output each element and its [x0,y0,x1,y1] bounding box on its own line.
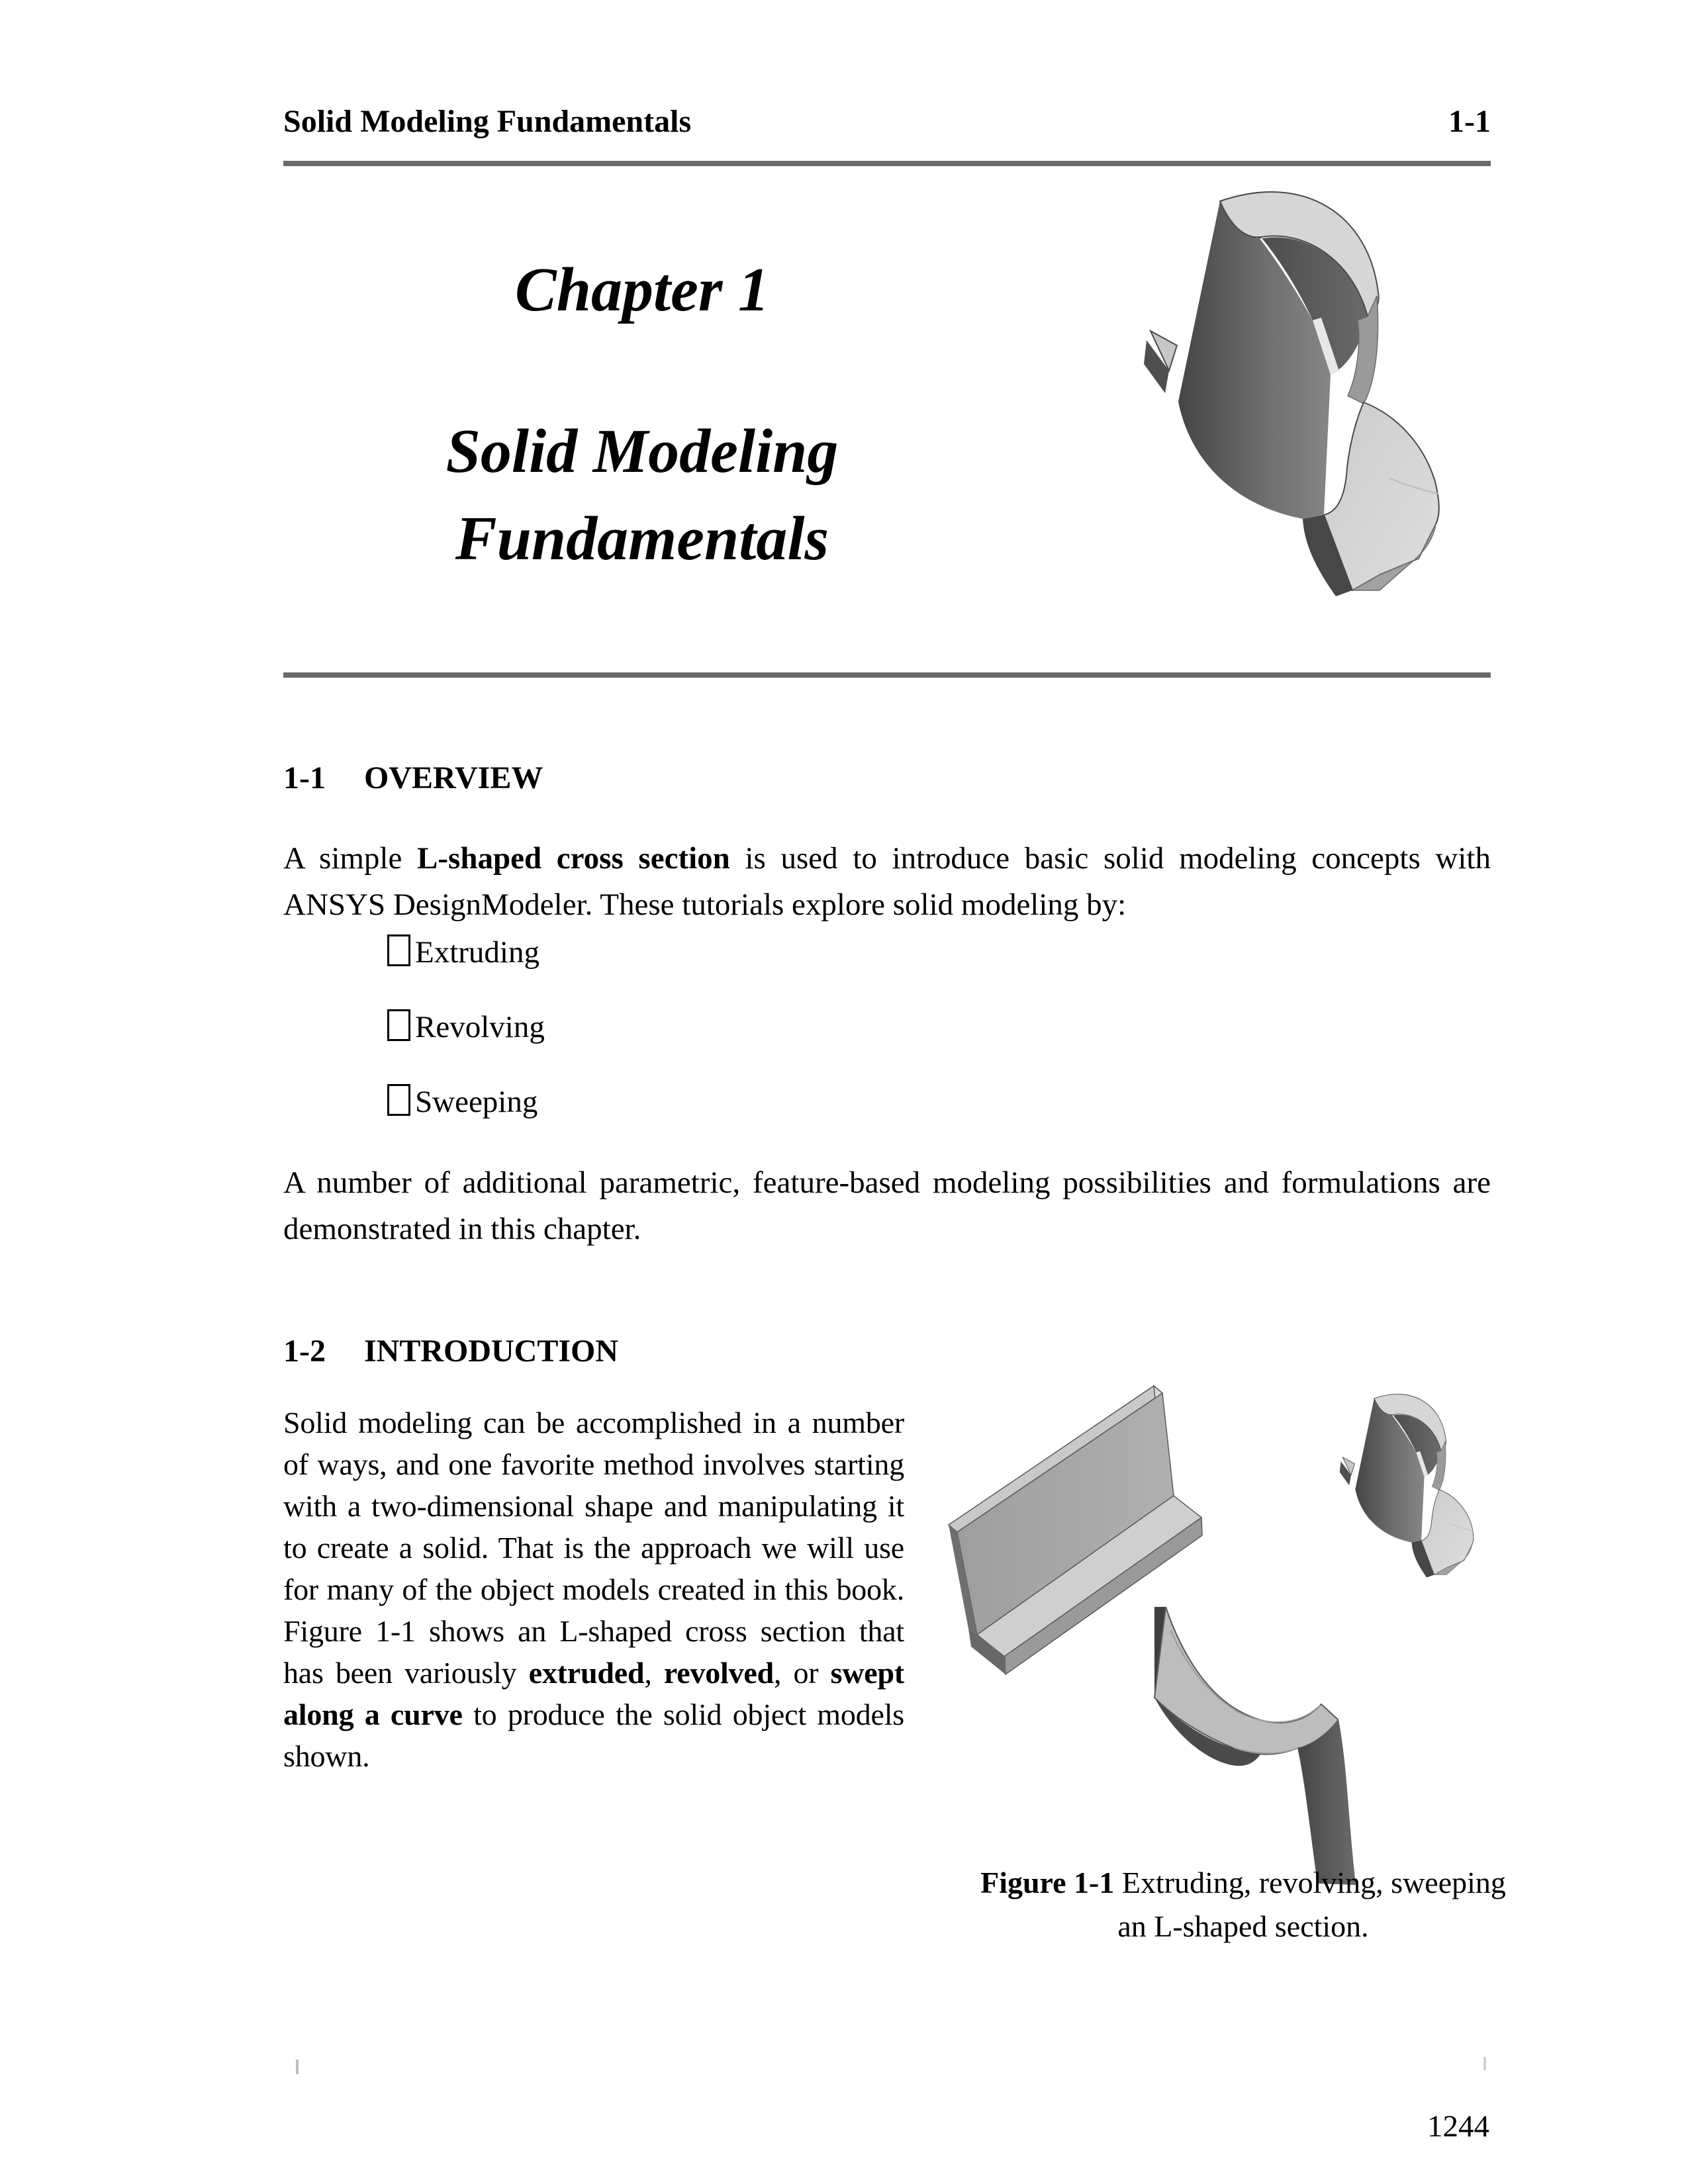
header-rule [283,161,1491,166]
list-item-label: Sweeping [415,1085,538,1119]
overview-paragraph-2-text: A number of additional parametric, feature-based modeling possibilities and formulations are demonstrated in this chapter. [283,1165,1491,1246]
introduction-paragraph [283,1402,904,1777]
overview-paragraph [283,835,1491,928]
introduction-heading-number: 1-2 [283,1334,326,1369]
list-item-label: Revolving [415,1010,545,1044]
chapter-title [285,408,1000,582]
chapter-title-line1: Solid Modeling [445,417,839,486]
list-item-label: Extruding [415,935,539,970]
list-item [387,1009,545,1048]
page-header [283,103,1491,140]
overview-paragraph-2 [283,1160,1491,1252]
running-head-title: Solid Modeling Fundamentals [283,104,692,139]
overview-heading-label: OVERVIEW [363,760,543,796]
introduction-heading-label: INTRODUCTION [363,1334,619,1369]
overview-paragraph-text-2: is used to introduce basic solid modeling concepts with ANSYS DesignModeler. These tutorials explore solid modeling by: [283,841,1491,922]
running-head-page-label: 1-1 [1448,104,1491,139]
chapter-title-block [285,257,1000,582]
introduction-bold-swept: swept along a curve [283,1656,904,1731]
scan-artifact-mark [296,2060,299,2074]
figure-caption-text: Extruding, revolving, sweeping an L-shaped section. [1114,1866,1506,1943]
swept-l-section-illustration [1150,1604,1362,1895]
missing-glyph-box-icon [387,1084,410,1116]
list-item [387,1084,545,1122]
section-divider-rule [283,672,1491,678]
figure-caption [978,1861,1508,1948]
figure-caption-label: Figure 1-1 [980,1866,1115,1899]
revolved-l-section-small-illustration [1325,1388,1505,1587]
introduction-bold-revolved: revolved [663,1656,774,1690]
introduction-text-4: to produce the solid object models shown. [283,1698,904,1773]
footer-page-number: 1244 [1427,2109,1489,2144]
revolved-l-section-illustration [1112,180,1509,617]
chapter-kicker: Chapter 1 [515,255,769,324]
introduction-bold-extruded: extruded [528,1656,645,1690]
overview-heading [283,760,543,796]
introduction-text-3: , or [774,1656,831,1690]
missing-glyph-box-icon [387,934,410,966]
introduction-text-2: , [644,1656,664,1690]
modeling-methods-list [387,934,545,1159]
missing-glyph-box-icon [387,1009,410,1041]
overview-paragraph-text: A simple [283,841,418,876]
overview-paragraph-bold: L-shaped cross section [417,841,730,876]
chapter-title-line2: Fundamentals [455,504,829,573]
introduction-text: Solid modeling can be accomplished in a number of ways, and one favorite method involves starting with a two-dimensional shape and manipulating it to create a solid. That is the approach we will use for many of the object models created in this book. Figure 1-1 shows an L-shaped cross section that has been variously [283,1406,904,1690]
scan-artifact-mark [1483,2057,1486,2070]
list-item [387,934,545,973]
overview-heading-number: 1-1 [283,760,326,796]
introduction-heading [283,1333,618,1369]
